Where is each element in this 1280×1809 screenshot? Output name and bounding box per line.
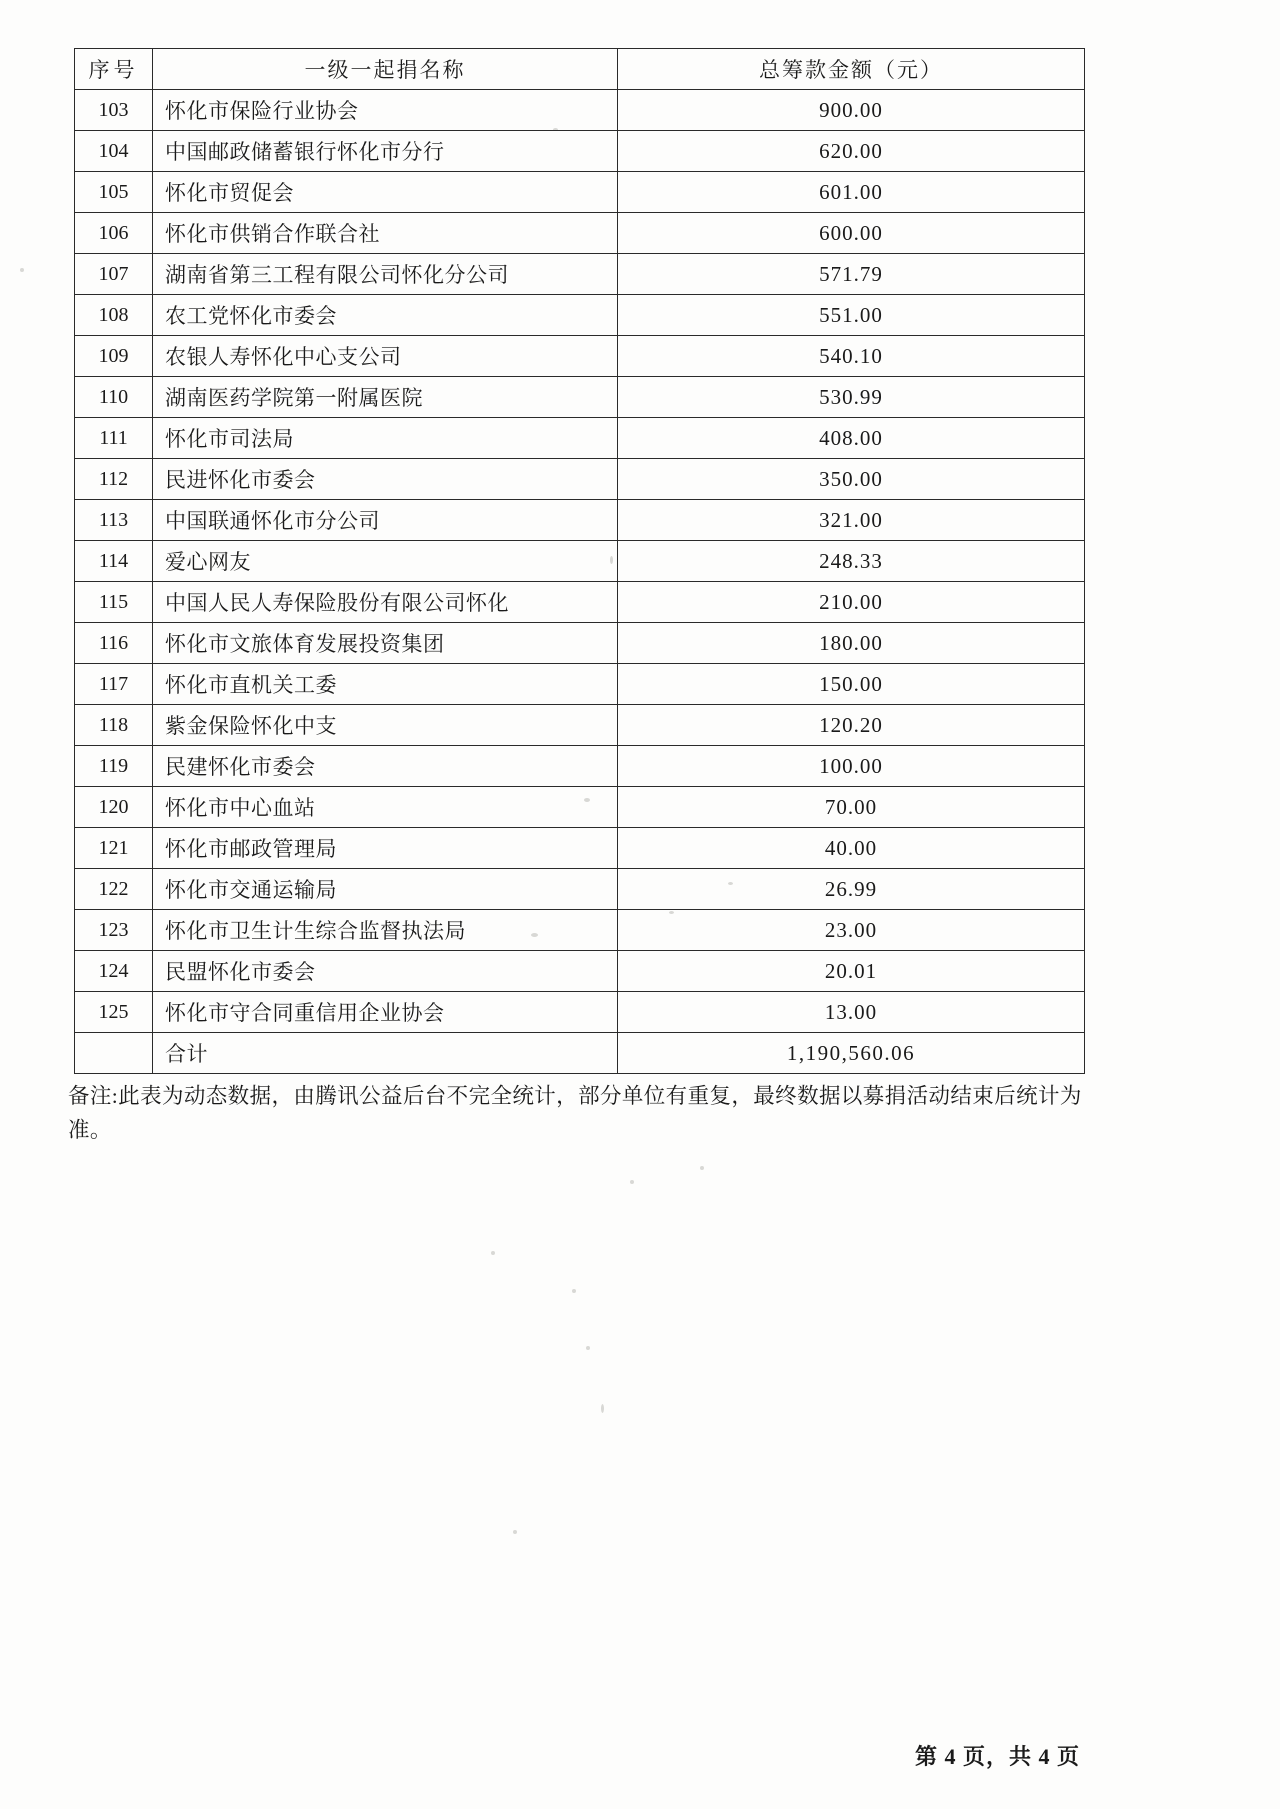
row-name: 怀化市守合同重信用企业协会 — [153, 992, 618, 1033]
row-name: 怀化市司法局 — [153, 418, 618, 459]
table-row — [75, 951, 1085, 992]
row-name: 爱心网友 — [153, 541, 618, 582]
row-name: 怀化市保险行业协会 — [153, 90, 618, 131]
row-index: 105 — [75, 172, 153, 213]
row-index: 120 — [75, 787, 153, 828]
row-name: 怀化市供销合作联合社 — [153, 213, 618, 254]
row-amount: 540.10 — [618, 336, 1085, 377]
row-name: 民建怀化市委会 — [153, 746, 618, 787]
row-index: 104 — [75, 131, 153, 172]
table-row — [75, 828, 1085, 869]
row-index: 112 — [75, 459, 153, 500]
table-row — [75, 623, 1085, 664]
table-header-row — [75, 49, 1085, 90]
row-amount: 248.33 — [618, 541, 1085, 582]
row-amount: 26.99 — [618, 869, 1085, 910]
row-amount: 571.79 — [618, 254, 1085, 295]
table-row — [75, 131, 1085, 172]
row-name: 中国联通怀化市分公司 — [153, 500, 618, 541]
row-index: 117 — [75, 664, 153, 705]
row-index: 115 — [75, 582, 153, 623]
row-index: 123 — [75, 910, 153, 951]
row-name: 民盟怀化市委会 — [153, 951, 618, 992]
row-index: 107 — [75, 254, 153, 295]
table-body — [75, 90, 1085, 1074]
row-amount: 600.00 — [618, 213, 1085, 254]
row-name: 农银人寿怀化中心支公司 — [153, 336, 618, 377]
row-index: 122 — [75, 869, 153, 910]
table-row — [75, 254, 1085, 295]
row-name: 怀化市中心血站 — [153, 787, 618, 828]
row-amount: 120.20 — [618, 705, 1085, 746]
row-amount: 180.00 — [618, 623, 1085, 664]
table-row — [75, 213, 1085, 254]
row-amount: 210.00 — [618, 582, 1085, 623]
table-row — [75, 869, 1085, 910]
row-amount: 20.01 — [618, 951, 1085, 992]
table-header — [75, 49, 1085, 90]
row-name: 民进怀化市委会 — [153, 459, 618, 500]
donation-table — [74, 48, 1085, 1074]
row-index: 113 — [75, 500, 153, 541]
table-row — [75, 295, 1085, 336]
row-amount: 13.00 — [618, 992, 1085, 1033]
row-amount: 601.00 — [618, 172, 1085, 213]
row-name: 怀化市卫生计生综合监督执法局 — [153, 910, 618, 951]
row-amount: 620.00 — [618, 131, 1085, 172]
row-amount: 408.00 — [618, 418, 1085, 459]
table-note: 备注:此表为动态数据，由腾讯公益后台不完全统计，部分单位有重复，最终数据以募捐活动结束后统计为准。 — [68, 1084, 1082, 1142]
table-row — [75, 787, 1085, 828]
row-index: 103 — [75, 90, 153, 131]
header-name: 一级一起捐名称 — [153, 49, 618, 90]
row-index: 116 — [75, 623, 153, 664]
table-row — [75, 582, 1085, 623]
total-label: 合计 — [153, 1033, 618, 1074]
header-index: 序号 — [75, 49, 153, 90]
table-row — [75, 500, 1085, 541]
row-index: 111 — [75, 418, 153, 459]
row-name: 中国人民人寿保险股份有限公司怀化 — [153, 582, 618, 623]
row-amount: 23.00 — [618, 910, 1085, 951]
row-amount: 100.00 — [618, 746, 1085, 787]
table-row — [75, 172, 1085, 213]
row-index: 109 — [75, 336, 153, 377]
row-index: 114 — [75, 541, 153, 582]
total-amount: 1,190,560.06 — [618, 1033, 1085, 1074]
row-amount: 40.00 — [618, 828, 1085, 869]
table-row — [75, 459, 1085, 500]
table-row — [75, 910, 1085, 951]
table-row — [75, 992, 1085, 1033]
row-index: 106 — [75, 213, 153, 254]
page-footer: 第 4 页，共 4 页 — [914, 1744, 1080, 1769]
table-total-row — [75, 1033, 1085, 1074]
row-name: 怀化市直机关工委 — [153, 664, 618, 705]
row-amount: 70.00 — [618, 787, 1085, 828]
row-name: 怀化市文旅体育发展投资集团 — [153, 623, 618, 664]
row-index: 121 — [75, 828, 153, 869]
row-amount: 350.00 — [618, 459, 1085, 500]
row-amount: 551.00 — [618, 295, 1085, 336]
row-amount: 321.00 — [618, 500, 1085, 541]
total-index — [75, 1033, 153, 1074]
row-name: 怀化市邮政管理局 — [153, 828, 618, 869]
row-amount: 530.99 — [618, 377, 1085, 418]
row-name: 农工党怀化市委会 — [153, 295, 618, 336]
row-amount: 150.00 — [618, 664, 1085, 705]
table-row — [75, 377, 1085, 418]
row-index: 125 — [75, 992, 153, 1033]
row-name: 紫金保险怀化中支 — [153, 705, 618, 746]
table-row — [75, 705, 1085, 746]
row-index: 110 — [75, 377, 153, 418]
table-row — [75, 336, 1085, 377]
table-row — [75, 664, 1085, 705]
table-row — [75, 90, 1085, 131]
table-row — [75, 746, 1085, 787]
row-index: 119 — [75, 746, 153, 787]
row-index: 108 — [75, 295, 153, 336]
row-amount: 900.00 — [618, 90, 1085, 131]
row-name: 湖南省第三工程有限公司怀化分公司 — [153, 254, 618, 295]
row-name: 怀化市贸促会 — [153, 172, 618, 213]
table-row — [75, 418, 1085, 459]
row-name: 怀化市交通运输局 — [153, 869, 618, 910]
row-name: 中国邮政储蓄银行怀化市分行 — [153, 131, 618, 172]
table-row — [75, 541, 1085, 582]
header-amount: 总筹款金额（元） — [618, 49, 1085, 90]
row-index: 124 — [75, 951, 153, 992]
row-name: 湖南医药学院第一附属医院 — [153, 377, 618, 418]
row-index: 118 — [75, 705, 153, 746]
